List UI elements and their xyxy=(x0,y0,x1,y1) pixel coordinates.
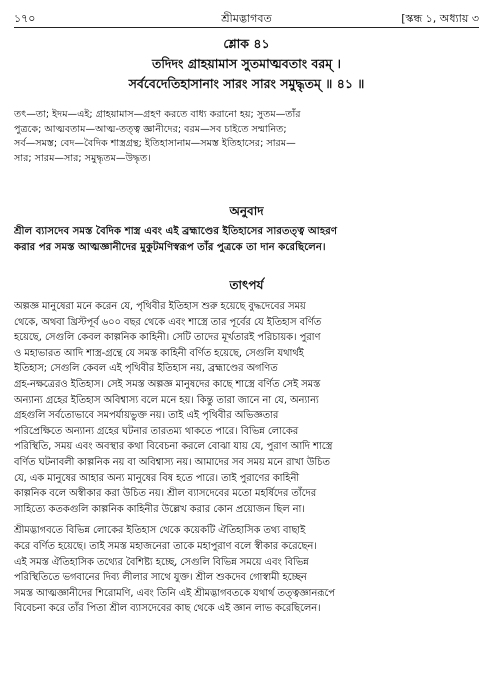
purport-line: পরিস্থিতিতে ভগবানের দিব্য লীলার সাথে যুক্ত। শ্রীল শুকদেব গোস্বামী হচ্ছেন xyxy=(14,572,307,584)
purport-line: করে বর্ণিত হয়েছে। তাই সমস্ত মহাজনেরা তাকে মহাপুরাণ বলে স্বীকার করেছেন। xyxy=(14,540,317,552)
purport-block xyxy=(14,299,479,617)
purport-line: যে, এক মানুষের আহার অন্য মানুষের বিষ হতে পারে। তাই পুরাণের কাহিনী xyxy=(14,472,300,484)
purport-line: সমস্ত আত্মজ্ঞানীদের শিরোমণি, এবং তিনি এই শ্রীমদ্ভাগবতকে যথার্থ তত্ত্বজ্ঞানরূপে xyxy=(14,587,335,599)
purport-line: পরিস্থিতি, সময় এবং অবস্থার কথা বিবেচনা করলে বোঝা যায় যে, পুরাণ আদি শাস্ত্রে xyxy=(14,441,333,453)
running-header xyxy=(14,8,479,28)
verse-line-1: তদিদং গ্রাহয়ামাস সুতমাত্মবতাং বরম্ । xyxy=(151,56,342,71)
purport-line: অন্যান্য গ্রহের ইতিহাস অবিশ্বাস্য বলে মনে হয়। কিন্তু তারা জানে না যে, অন্যান্য xyxy=(14,394,319,406)
translation-block xyxy=(14,224,479,255)
purport-line: থেকে, অথবা খ্রিস্টপূর্ব ৬০০ বছর থেকে এবং শাস্ত্রে তার পূর্বের যে ইতিহাস বর্ণিত xyxy=(14,316,322,328)
translation-heading: অনুবাদ xyxy=(229,204,264,218)
purport-line: সাহিত্যে কতকগুলি কাল্পনিক কাহিনীর উল্লেখ করার কোন প্রয়োজন ছিল না। xyxy=(14,503,305,515)
synonyms-line: তৎ—তা; ইদম—এই; গ্রাহয়ামাস—গ্রহণ করতে বাধ্য করানো হয়; সুতম—তাঁর xyxy=(14,109,301,120)
purport-line: গ্রহগুলি সর্বতোভাবে সমপর্যায়ভুক্ত নয়। তাই এই পৃথিবীর অভিজ্ঞতার xyxy=(14,410,279,422)
synonyms-line: সার; সারম—সার; সমুদ্ধৃতম—উদ্ধৃত। xyxy=(14,152,151,164)
purport-line: ও মহাভারত আদি শাস্ত্র-গ্রন্থে যে সমস্ত কাহিনী বর্ণিত হয়েছে, সেগুলি যথার্থই xyxy=(14,347,304,359)
verse-heading: শ্লোক ৪১ xyxy=(223,36,270,51)
translation-line: শ্রীল ব্যাসদেব সমস্ত বৈদিক শাস্ত্র এবং এই ব্রহ্মাণ্ডের ইতিহাসের সারতত্ত্ব আহরণ xyxy=(14,226,338,237)
synonyms-line: সর্ব—সমস্ত; বেদ—বৈদিক শাস্ত্রগ্রন্থ; ইতিহাসানাম—সমস্ত ইতিহাসের; সারম— xyxy=(14,138,296,150)
translation-line: করার পর সমস্ত আত্মজ্ঞানীদের মুকুটমণিস্বরূপ তাঁর পুত্রকে তা দান করেছিলেন। xyxy=(14,241,326,253)
purport-line: শ্রীমদ্ভাগবতে বিভিন্ন লোকের ইতিহাস থেকে কয়েকটি ঐতিহাসিক তথ্য বাছাই xyxy=(14,525,306,537)
purport-heading: তাৎপর্য xyxy=(229,278,264,292)
chapter-reference: [স্কন্ধ ১, অধ্যায় ৩ xyxy=(401,12,479,25)
purport-line: অল্পজ্ঞ মানুষেরা মনে করেন যে, পৃথিবীর ইতিহাস শুরু হয়েছে বুদ্ধদেবের সময় xyxy=(14,301,306,312)
book-title: শ্রীমদ্ভাগবত xyxy=(221,12,272,25)
purport-line: ইতিহাস; সেগুলি কেবল এই পৃথিবীর ইতিহাস নয়, ব্রহ্মাণ্ডের অগণিত xyxy=(14,363,278,375)
synonyms-line: পুত্রকে; আত্মবতাম—আত্ম-তত্ত্ব জ্ঞানীদের; বরম—সব চাইতে সম্মানিত; xyxy=(14,123,287,135)
purport-line: বিবেচনা করে তাঁর পিতা শ্রীল ব্যাসদেবের কাছ থেকে এই জ্ঞান লাভ করেছিলেন। xyxy=(14,603,321,615)
header-rule xyxy=(14,27,479,28)
purport-line: এই সমস্ত ঐতিহাসিক তথ্যের বৈশিষ্ট্য হচ্ছে, সেগুলি বিভিন্ন সময়ে এবং বিভিন্ন xyxy=(14,556,309,568)
purport-line: বর্ণিত ঘটনাবলী কাল্পনিক নয় বা অবিশ্বাস্য নয়। আমাদের সব সময় মনে রাখা উচিত xyxy=(14,456,330,468)
purport-line: হয়েছে, সেগুলি কেবল কাল্পনিক কাহিনী। সেটি তাদের মূর্খতারই পরিচায়ক। পুরাণ xyxy=(14,332,321,344)
purport-line: পরিপ্রেক্ষিতে অন্যান্য গ্রহের ঘটনার তারতম্য থাকতে পারে। বিভিন্ন লোকের xyxy=(14,425,299,437)
purport-line: কাল্পনিক বলে অস্বীকার করা উচিত নয়। শ্রীল ব্যাসদেবের মতো মহর্ষিদের তাঁদের xyxy=(14,488,317,500)
verse-line-2: সর্ববেদেতিহাসানাং সারং সারং সমুদ্ধৃতম্ ॥ ৪১ ॥ xyxy=(128,76,365,91)
page-number: ১৭০ xyxy=(14,12,36,25)
synonyms-block xyxy=(14,108,479,166)
purport-line: গ্রহ-নক্ষত্রেরও ইতিহাস। সেই সমস্ত অল্পজ্ঞ মানুষদের কাছে শাস্ত্রে বর্ণিত সেই সমস্ত xyxy=(14,378,321,390)
